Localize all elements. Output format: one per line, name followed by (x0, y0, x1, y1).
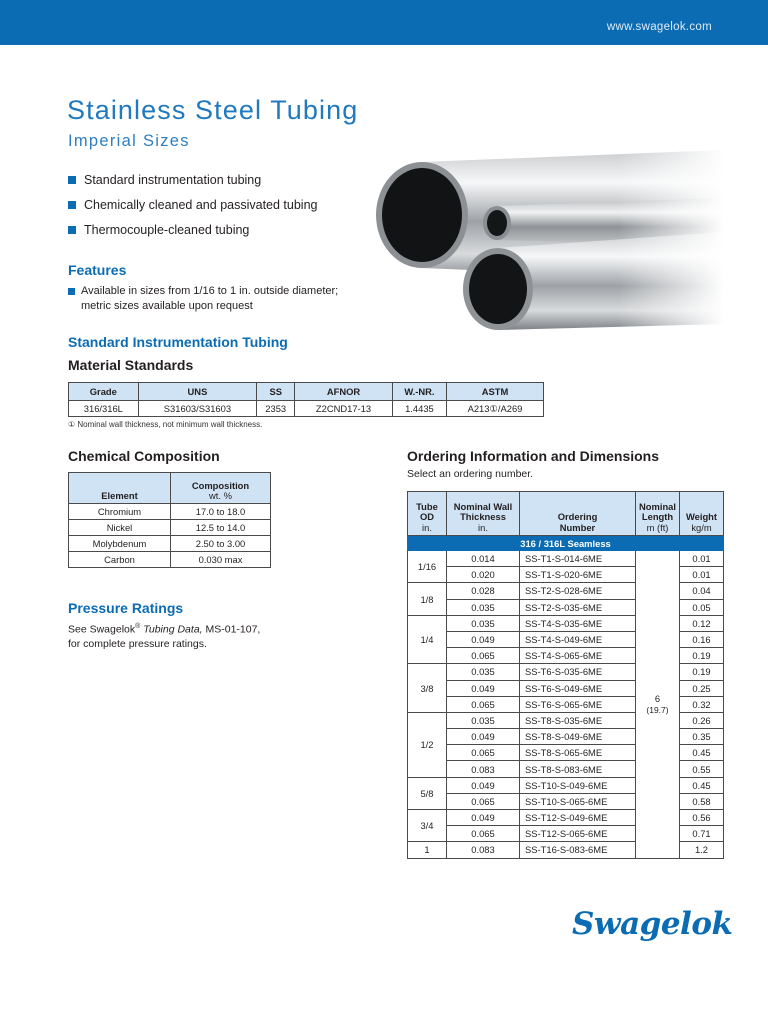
weight-cell: 0.56 (680, 810, 724, 826)
weight-cell: 0.71 (680, 826, 724, 842)
column-header: Grade (69, 383, 139, 401)
ordering-number-cell: SS-T6-S-035-6ME (520, 664, 636, 680)
weight-cell: 0.12 (680, 615, 724, 631)
weight-cell: 1.2 (680, 842, 724, 858)
table-row (69, 504, 271, 520)
wall-thickness-cell: 0.035 (447, 615, 520, 631)
wall-thickness-cell: 0.065 (447, 648, 520, 664)
wall-thickness-cell: 0.049 (447, 729, 520, 745)
column-header-od: Tube OD in. (408, 492, 447, 536)
bullet-item: Chemically cleaned and passivated tubing (68, 198, 317, 223)
wall-thickness-cell: 0.035 (447, 599, 520, 615)
weight-cell: 0.04 (680, 583, 724, 599)
table-cell: S31603/S31603 (138, 401, 257, 417)
ordering-instructions: Select an ordering number. (407, 468, 534, 480)
square-bullet-icon (68, 201, 76, 209)
table-header-row (69, 383, 544, 401)
table-cell: 316/316L (69, 401, 139, 417)
column-header: ASTM (447, 383, 544, 401)
intro-bullet-list (68, 173, 317, 248)
column-header: Composition wt. % (171, 473, 271, 504)
table-header-row (69, 473, 271, 504)
ordering-number-cell: SS-T12-S-049-6ME (520, 810, 636, 826)
ordering-number-cell: SS-T2-S-035-6ME (520, 599, 636, 615)
wall-thickness-cell: 0.065 (447, 745, 520, 761)
weight-cell: 0.01 (680, 551, 724, 567)
chemical-composition-heading: Chemical Composition (68, 448, 220, 464)
wall-thickness-cell: 0.028 (447, 583, 520, 599)
tube-od-cell: 5/8 (408, 777, 447, 809)
tube-od-cell: 3/4 (408, 810, 447, 842)
page-subtitle: Imperial Sizes (68, 132, 190, 150)
ordering-number-cell: SS-T6-S-065-6ME (520, 696, 636, 712)
column-header-length: Nominal Length m (ft) (636, 492, 680, 536)
weight-cell: 0.19 (680, 648, 724, 664)
weight-cell: 0.16 (680, 631, 724, 647)
wall-thickness-cell: 0.035 (447, 664, 520, 680)
table-cell: 17.0 to 18.0 (171, 504, 271, 520)
weight-cell: 0.26 (680, 712, 724, 728)
column-header: Element (69, 473, 171, 504)
top-bar (0, 0, 768, 45)
wall-thickness-cell: 0.083 (447, 842, 520, 858)
weight-cell: 0.35 (680, 729, 724, 745)
tube-od-cell: 1/16 (408, 551, 447, 583)
table-cell: 0.030 max (171, 552, 271, 568)
tubing-product-image (372, 148, 724, 334)
table-row (408, 551, 724, 567)
standard-tubing-heading: Standard Instrumentation Tubing (68, 334, 288, 350)
ordering-number-cell: SS-T16-S-083-6ME (520, 842, 636, 858)
ordering-number-cell: SS-T6-S-049-6ME (520, 680, 636, 696)
footnote: ① Nominal wall thickness, not minimum wall thickness. (68, 420, 263, 429)
tube-od-cell: 1 (408, 842, 447, 858)
square-bullet-icon (68, 288, 75, 295)
table-row (69, 520, 271, 536)
ordering-number-cell: SS-T12-S-065-6ME (520, 826, 636, 842)
ordering-table-body (408, 551, 724, 859)
column-header: UNS (138, 383, 257, 401)
table-row (69, 536, 271, 552)
square-bullet-icon (68, 226, 76, 234)
table-cell: 12.5 to 14.0 (171, 520, 271, 536)
ordering-number-cell: SS-T8-S-065-6ME (520, 745, 636, 761)
tube-od-cell: 1/4 (408, 615, 447, 664)
table-header-row (408, 492, 724, 536)
ordering-number-cell: SS-T4-S-065-6ME (520, 648, 636, 664)
column-header-number: Ordering Number (520, 492, 636, 536)
weight-cell: 0.45 (680, 745, 724, 761)
table-cell: 2.50 to 3.00 (171, 536, 271, 552)
weight-cell: 0.45 (680, 777, 724, 793)
chemical-composition-table (68, 472, 271, 568)
feature-item: Available in sizes from 1/16 to 1 in. outside diameter; metric sizes available upon request (68, 284, 368, 314)
column-header-weight: Weight kg/m (680, 492, 724, 536)
features-heading: Features (68, 262, 127, 278)
table-cell: 1.4435 (392, 401, 446, 417)
table-row (69, 552, 271, 568)
wall-thickness-cell: 0.049 (447, 810, 520, 826)
weight-cell: 0.32 (680, 696, 724, 712)
pressure-ratings-heading: Pressure Ratings (68, 600, 184, 616)
weight-cell: 0.01 (680, 567, 724, 583)
wall-thickness-cell: 0.049 (447, 680, 520, 696)
wall-thickness-cell: 0.049 (447, 777, 520, 793)
page-title: Stainless Steel Tubing (67, 95, 359, 125)
wall-thickness-cell: 0.035 (447, 712, 520, 728)
table-cell: A213①/A269 (447, 401, 544, 417)
table-cell: Z2CND17-13 (295, 401, 393, 417)
column-header-wall: Nominal Wall Thickness in. (447, 492, 520, 536)
pressure-ratings-text: See Swagelok® Tubing Data, MS-01-107, for complete pressure ratings. (68, 623, 261, 650)
table-cell: Molybdenum (69, 536, 171, 552)
section-label: 316 / 316L Seamless (408, 536, 724, 551)
wall-thickness-cell: 0.020 (447, 567, 520, 583)
column-header: W.-NR. (392, 383, 446, 401)
table-row (69, 401, 544, 417)
website-link[interactable]: www.swagelok.com (606, 21, 712, 33)
ordering-table (407, 491, 724, 859)
wall-thickness-cell: 0.065 (447, 826, 520, 842)
swagelok-logo (570, 898, 733, 946)
material-standards-heading: Material Standards (68, 357, 194, 373)
weight-cell: 0.19 (680, 664, 724, 680)
column-header: AFNOR (295, 383, 393, 401)
bullet-item: Thermocouple-cleaned tubing (68, 223, 317, 248)
ordering-number-cell: SS-T1-S-020-6ME (520, 567, 636, 583)
bullet-item: Standard instrumentation tubing (68, 173, 317, 198)
tube-od-cell: 1/2 (408, 712, 447, 777)
wall-thickness-cell: 0.083 (447, 761, 520, 777)
table-cell: Carbon (69, 552, 171, 568)
nominal-length-cell: 6 (19.7) (636, 551, 680, 859)
ordering-number-cell: SS-T4-S-035-6ME (520, 615, 636, 631)
ordering-number-cell: SS-T4-S-049-6ME (520, 631, 636, 647)
logo-wordmark: Swagelok (572, 906, 733, 942)
tube-od-cell: 1/8 (408, 583, 447, 615)
section-row (408, 536, 724, 551)
ordering-number-cell: SS-T10-S-065-6ME (520, 793, 636, 809)
table-cell: Chromium (69, 504, 171, 520)
material-standards-table (68, 382, 544, 417)
ordering-heading: Ordering Information and Dimensions (407, 448, 660, 464)
weight-cell: 0.58 (680, 793, 724, 809)
table-cell: 2353 (257, 401, 295, 417)
wall-thickness-cell: 0.065 (447, 793, 520, 809)
ordering-number-cell: SS-T1-S-014-6ME (520, 551, 636, 567)
table-cell: Nickel (69, 520, 171, 536)
wall-thickness-cell: 0.049 (447, 631, 520, 647)
ordering-number-cell: SS-T8-S-035-6ME (520, 712, 636, 728)
ordering-number-cell: SS-T2-S-028-6ME (520, 583, 636, 599)
weight-cell: 0.05 (680, 599, 724, 615)
ordering-number-cell: SS-T10-S-049-6ME (520, 777, 636, 793)
ordering-number-cell: SS-T8-S-083-6ME (520, 761, 636, 777)
weight-cell: 0.55 (680, 761, 724, 777)
weight-cell: 0.25 (680, 680, 724, 696)
ordering-number-cell: SS-T8-S-049-6ME (520, 729, 636, 745)
column-header: SS (257, 383, 295, 401)
wall-thickness-cell: 0.065 (447, 696, 520, 712)
wall-thickness-cell: 0.014 (447, 551, 520, 567)
tube-od-cell: 3/8 (408, 664, 447, 713)
square-bullet-icon (68, 176, 76, 184)
